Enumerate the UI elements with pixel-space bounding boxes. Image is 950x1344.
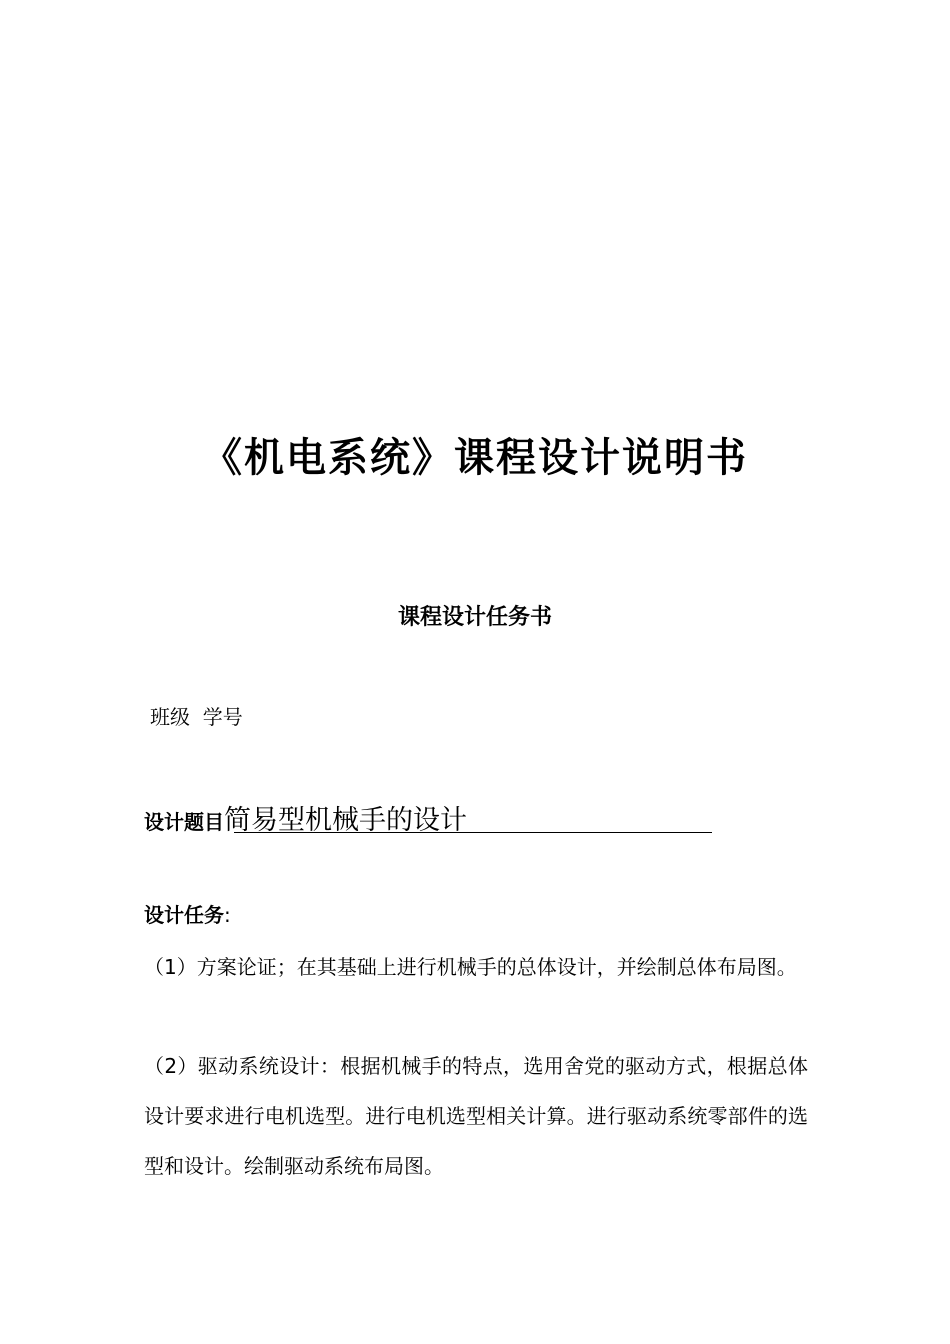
design-topic-value: 简易型机械手的设计	[224, 805, 467, 836]
design-topic-line	[144, 798, 714, 838]
document-subtitle: 课程设计任务书	[397, 605, 552, 630]
design-topic-label: 设计题目	[144, 810, 224, 834]
design-task-colon: :	[224, 903, 231, 927]
class-student-id-line: 班级 学号	[150, 705, 243, 729]
task-item-1-text: （1）方案论证；在其基础上进行机械手的总体设计，并绘制总体布局图。	[144, 955, 797, 979]
task-item-2	[144, 1041, 808, 1191]
task-item-1	[144, 942, 808, 992]
design-task-heading	[144, 900, 231, 930]
document-title: 《机电系统》课程设计说明书	[202, 435, 748, 481]
task-item-2-text: （2）驱动系统设计：根据机械手的特点，选用舍党的驱动方式，根据总体设计要求进行电机选型。进行电机选型相关计算。进行驱动系统零部件的选型和设计。绘制驱动系统布局图。	[144, 1054, 808, 1178]
topic-underline	[234, 832, 712, 833]
design-task-label: 设计任务	[144, 903, 224, 927]
